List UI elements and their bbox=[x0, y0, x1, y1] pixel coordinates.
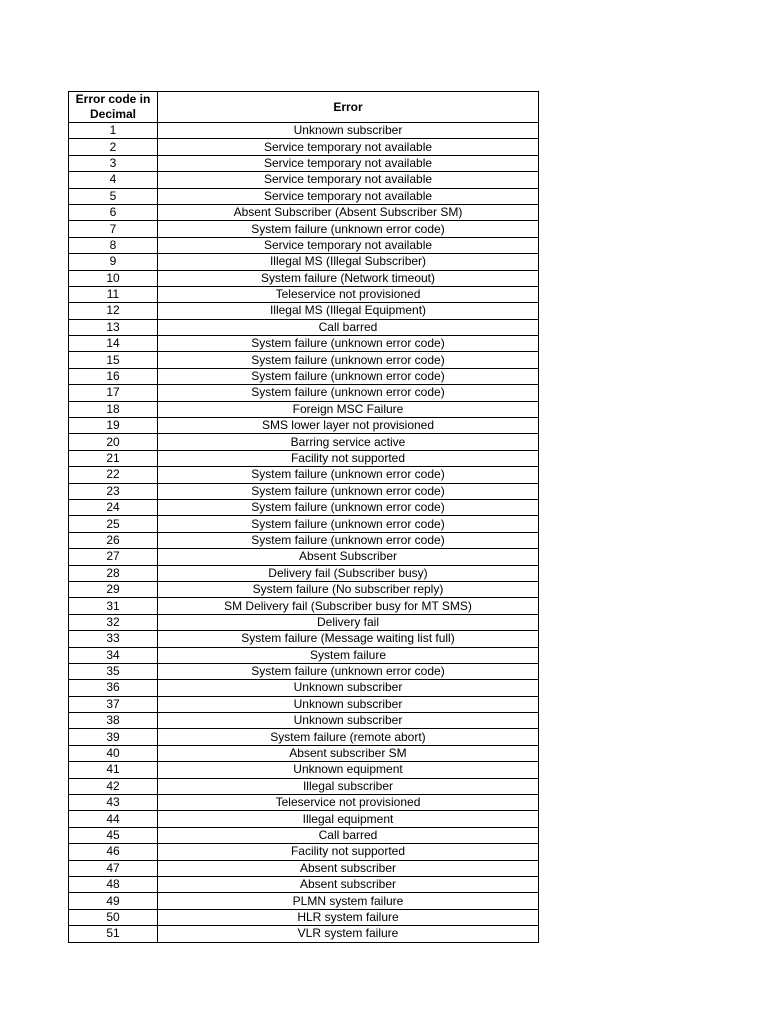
error-code-cell: 28 bbox=[69, 565, 158, 581]
table-row bbox=[69, 385, 539, 401]
error-description-cell: Absent Subscriber bbox=[158, 549, 539, 565]
error-description-cell: System failure (unknown error code) bbox=[158, 352, 539, 368]
table-row bbox=[69, 221, 539, 237]
table-row bbox=[69, 188, 539, 204]
table-row bbox=[69, 270, 539, 286]
table-row bbox=[69, 450, 539, 466]
error-code-cell: 50 bbox=[69, 909, 158, 925]
error-code-cell: 22 bbox=[69, 467, 158, 483]
error-code-cell: 15 bbox=[69, 352, 158, 368]
error-code-cell: 41 bbox=[69, 762, 158, 778]
error-description-cell: System failure (unknown error code) bbox=[158, 663, 539, 679]
table-row bbox=[69, 762, 539, 778]
error-description-cell: System failure (unknown error code) bbox=[158, 336, 539, 352]
table-row bbox=[69, 418, 539, 434]
error-description-cell: HLR system failure bbox=[158, 909, 539, 925]
table-row bbox=[69, 549, 539, 565]
error-description-cell: Service temporary not available bbox=[158, 188, 539, 204]
error-code-table bbox=[68, 91, 539, 943]
table-row bbox=[69, 565, 539, 581]
error-code-cell: 8 bbox=[69, 237, 158, 253]
table-row bbox=[69, 876, 539, 892]
error-description-cell: Absent subscriber SM bbox=[158, 745, 539, 761]
error-code-cell: 13 bbox=[69, 319, 158, 335]
error-code-cell: 38 bbox=[69, 713, 158, 729]
error-code-cell: 2 bbox=[69, 139, 158, 155]
error-code-cell: 4 bbox=[69, 172, 158, 188]
error-description-cell: Delivery fail bbox=[158, 614, 539, 630]
error-description-cell: Facility not supported bbox=[158, 450, 539, 466]
table-row bbox=[69, 844, 539, 860]
error-description-cell: Absent subscriber bbox=[158, 876, 539, 892]
table-row bbox=[69, 467, 539, 483]
table-row bbox=[69, 237, 539, 253]
error-code-cell: 48 bbox=[69, 876, 158, 892]
error-code-cell: 34 bbox=[69, 647, 158, 663]
error-code-cell: 47 bbox=[69, 860, 158, 876]
error-code-cell: 17 bbox=[69, 385, 158, 401]
table-row bbox=[69, 893, 539, 909]
table-row bbox=[69, 745, 539, 761]
error-description-cell: Illegal equipment bbox=[158, 811, 539, 827]
error-description-cell: System failure (unknown error code) bbox=[158, 532, 539, 548]
table-row bbox=[69, 352, 539, 368]
table-row bbox=[69, 581, 539, 597]
error-description-cell: System failure (unknown error code) bbox=[158, 516, 539, 532]
error-code-cell: 18 bbox=[69, 401, 158, 417]
error-code-cell: 36 bbox=[69, 680, 158, 696]
error-code-cell: 35 bbox=[69, 663, 158, 679]
error-code-cell: 46 bbox=[69, 844, 158, 860]
table-row bbox=[69, 811, 539, 827]
error-description-cell: System failure (unknown error code) bbox=[158, 467, 539, 483]
header-error-code: Error code in Decimal bbox=[69, 92, 158, 123]
error-code-cell: 40 bbox=[69, 745, 158, 761]
error-description-cell: Call barred bbox=[158, 827, 539, 843]
error-description-cell: Unknown subscriber bbox=[158, 696, 539, 712]
error-description-cell: Service temporary not available bbox=[158, 139, 539, 155]
error-code-cell: 3 bbox=[69, 155, 158, 171]
table-row bbox=[69, 926, 539, 942]
table-row bbox=[69, 123, 539, 139]
error-code-cell: 11 bbox=[69, 286, 158, 302]
error-code-cell: 14 bbox=[69, 336, 158, 352]
table-row bbox=[69, 614, 539, 630]
error-description-cell: Illegal subscriber bbox=[158, 778, 539, 794]
table-row bbox=[69, 647, 539, 663]
error-description-cell: Illegal MS (Illegal Equipment) bbox=[158, 303, 539, 319]
table-row bbox=[69, 401, 539, 417]
error-description-cell: Teleservice not provisioned bbox=[158, 795, 539, 811]
table-row bbox=[69, 483, 539, 499]
table-row bbox=[69, 303, 539, 319]
error-description-cell: System failure (unknown error code) bbox=[158, 385, 539, 401]
table-row bbox=[69, 680, 539, 696]
error-description-cell: Teleservice not provisioned bbox=[158, 286, 539, 302]
error-description-cell: Facility not supported bbox=[158, 844, 539, 860]
table-row bbox=[69, 663, 539, 679]
error-code-cell: 19 bbox=[69, 418, 158, 434]
error-description-cell: SMS lower layer not provisioned bbox=[158, 418, 539, 434]
error-description-cell: System failure bbox=[158, 647, 539, 663]
error-code-cell: 23 bbox=[69, 483, 158, 499]
error-description-cell: PLMN system failure bbox=[158, 893, 539, 909]
error-code-cell: 12 bbox=[69, 303, 158, 319]
error-description-cell: Unknown subscriber bbox=[158, 680, 539, 696]
error-code-cell: 9 bbox=[69, 254, 158, 270]
error-description-cell: System failure (unknown error code) bbox=[158, 221, 539, 237]
error-code-cell: 32 bbox=[69, 614, 158, 630]
table-row bbox=[69, 860, 539, 876]
error-description-cell: Absent Subscriber (Absent Subscriber SM) bbox=[158, 204, 539, 220]
error-code-cell: 6 bbox=[69, 204, 158, 220]
error-description-cell: Call barred bbox=[158, 319, 539, 335]
error-description-cell: System failure (unknown error code) bbox=[158, 483, 539, 499]
header-error: Error bbox=[158, 92, 539, 123]
error-code-cell: 33 bbox=[69, 631, 158, 647]
table-row bbox=[69, 631, 539, 647]
table-row bbox=[69, 336, 539, 352]
error-code-cell: 21 bbox=[69, 450, 158, 466]
table-row bbox=[69, 778, 539, 794]
error-code-cell: 25 bbox=[69, 516, 158, 532]
error-code-cell: 51 bbox=[69, 926, 158, 942]
error-description-cell: Service temporary not available bbox=[158, 155, 539, 171]
error-description-cell: Service temporary not available bbox=[158, 172, 539, 188]
error-code-cell: 10 bbox=[69, 270, 158, 286]
error-description-cell: Delivery fail (Subscriber busy) bbox=[158, 565, 539, 581]
error-code-cell: 49 bbox=[69, 893, 158, 909]
error-code-cell: 16 bbox=[69, 368, 158, 384]
error-description-cell: System failure (No subscriber reply) bbox=[158, 581, 539, 597]
table-row bbox=[69, 139, 539, 155]
error-code-cell: 31 bbox=[69, 598, 158, 614]
table-row bbox=[69, 155, 539, 171]
error-code-cell: 44 bbox=[69, 811, 158, 827]
error-description-cell: Service temporary not available bbox=[158, 237, 539, 253]
error-code-cell: 39 bbox=[69, 729, 158, 745]
table-row bbox=[69, 204, 539, 220]
error-description-cell: Unknown equipment bbox=[158, 762, 539, 778]
error-code-cell: 26 bbox=[69, 532, 158, 548]
table-row bbox=[69, 319, 539, 335]
error-code-cell: 29 bbox=[69, 581, 158, 597]
error-description-cell: System failure (unknown error code) bbox=[158, 368, 539, 384]
error-description-cell: Unknown subscriber bbox=[158, 123, 539, 139]
error-description-cell: Illegal MS (Illegal Subscriber) bbox=[158, 254, 539, 270]
table-row bbox=[69, 827, 539, 843]
table-row bbox=[69, 598, 539, 614]
table-row bbox=[69, 286, 539, 302]
table-row bbox=[69, 368, 539, 384]
table-row bbox=[69, 532, 539, 548]
error-code-cell: 7 bbox=[69, 221, 158, 237]
table-body bbox=[69, 123, 539, 943]
table-row bbox=[69, 516, 539, 532]
table-row bbox=[69, 499, 539, 515]
error-code-cell: 20 bbox=[69, 434, 158, 450]
error-code-cell: 43 bbox=[69, 795, 158, 811]
error-description-cell: SM Delivery fail (Subscriber busy for MT SMS) bbox=[158, 598, 539, 614]
error-code-cell: 5 bbox=[69, 188, 158, 204]
table-row bbox=[69, 696, 539, 712]
error-description-cell: Barring service active bbox=[158, 434, 539, 450]
error-description-cell: VLR system failure bbox=[158, 926, 539, 942]
table-row bbox=[69, 729, 539, 745]
table-row bbox=[69, 909, 539, 925]
error-description-cell: System failure (unknown error code) bbox=[158, 499, 539, 515]
error-code-cell: 27 bbox=[69, 549, 158, 565]
table-row bbox=[69, 795, 539, 811]
error-description-cell: System failure (remote abort) bbox=[158, 729, 539, 745]
table-row bbox=[69, 172, 539, 188]
error-code-cell: 45 bbox=[69, 827, 158, 843]
error-code-cell: 37 bbox=[69, 696, 158, 712]
error-description-cell: Absent subscriber bbox=[158, 860, 539, 876]
table-row bbox=[69, 254, 539, 270]
table-row bbox=[69, 434, 539, 450]
error-code-cell: 24 bbox=[69, 499, 158, 515]
error-description-cell: System failure (Message waiting list full) bbox=[158, 631, 539, 647]
error-description-cell: System failure (Network timeout) bbox=[158, 270, 539, 286]
table-header-row bbox=[69, 92, 539, 123]
error-code-cell: 42 bbox=[69, 778, 158, 794]
error-code-cell: 1 bbox=[69, 123, 158, 139]
error-description-cell: Unknown subscriber bbox=[158, 713, 539, 729]
error-description-cell: Foreign MSC Failure bbox=[158, 401, 539, 417]
table-row bbox=[69, 713, 539, 729]
